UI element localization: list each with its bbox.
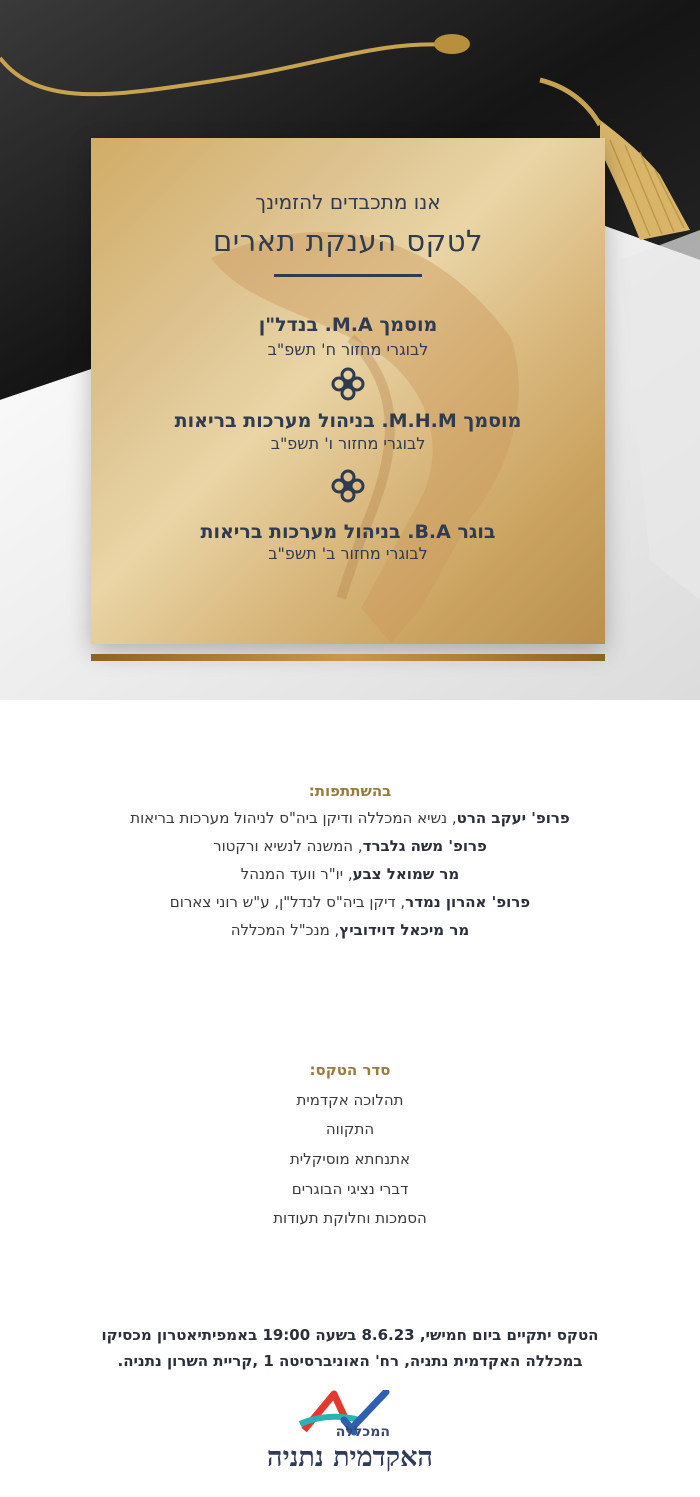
logo-small-text: המכללה: [335, 1424, 390, 1440]
participant-role: , נשיא המכללה ודיקן ביה"ס לניהול מערכות בריאות: [130, 809, 457, 827]
invitation-subtitle: אנו מתכבדים להזמינך: [255, 190, 441, 214]
participation-heading: בהשתתפות:: [308, 782, 392, 800]
participant-line: [0, 921, 700, 939]
participant-name: פרופ' אהרון נמדר: [405, 893, 531, 911]
participant-role: , מנכ"ל המכללה: [230, 921, 340, 939]
participant-line: [0, 893, 700, 911]
participant-line: [0, 865, 700, 883]
degree-subtitle-3: לבוגרי מחזור ב' תשפ"ב: [268, 544, 428, 563]
participant-role: , המשנה לנשיא ורקטור: [213, 837, 363, 855]
ceremony-order-heading: סדר הטקס:: [309, 1061, 391, 1079]
flower-ornament-icon: [330, 366, 366, 402]
participant-line: [0, 809, 700, 827]
ceremony-item: דברי נציגי הבוגרים: [291, 1180, 409, 1198]
flower-ornament-icon: [330, 468, 366, 504]
hero-banner: [0, 0, 700, 700]
ceremony-item: הסמכות וחלוקת תעודות: [273, 1209, 427, 1227]
invitation-card: [91, 138, 605, 644]
title-divider: [274, 274, 422, 277]
logo-big-text: האקדמית נתניה: [267, 1442, 433, 1473]
degree-subtitle-2: לבוגרי מחזור ו' תשפ"ב: [270, 434, 426, 453]
participant-line: [0, 837, 700, 855]
participant-name: פרופ' משה גלברד: [362, 837, 487, 855]
participant-name: מר שמואל צבע: [352, 865, 460, 883]
degree-title-2: מוסמך M.H.M. בניהול מערכות בריאות: [174, 410, 522, 432]
ceremony-item: התקווה: [325, 1120, 375, 1138]
invitation-title: לטקס הענקת תארים: [212, 224, 483, 258]
card-bottom-bar: [91, 654, 605, 661]
ceremony-item: תהלוכה אקדמית: [296, 1091, 404, 1109]
event-details-line-1: הטקס יתקיים ביום חמישי, 8.6.23 בשעה 19:00 באמפיתיאטרון מכסיקו: [101, 1326, 599, 1344]
participant-role: , יו"ר וועד המנהל: [240, 865, 353, 883]
degree-title-1: מוסמך M.A. בנדל"ן: [258, 314, 438, 336]
ceremony-item: אתנחתא מוסיקלית: [289, 1150, 411, 1168]
college-logo: [240, 1390, 460, 1473]
participant-name: פרופ' יעקב הרט: [456, 809, 570, 827]
event-details-line-2: במכללה האקדמית נתניה, רח' האוניברסיטה 1 ,קריית השרון נתניה.: [117, 1352, 583, 1370]
participant-name: מר מיכאל דוידוביץ: [339, 921, 470, 939]
degree-title-3: בוגר B.A. בניהול מערכות בריאות: [200, 521, 496, 543]
participant-role: , דיקן ביה"ס לנדל"ן, ע"ש רוני צארום: [169, 893, 406, 911]
degree-subtitle-1: לבוגרי מחזור ח' תשפ"ב: [267, 340, 429, 359]
